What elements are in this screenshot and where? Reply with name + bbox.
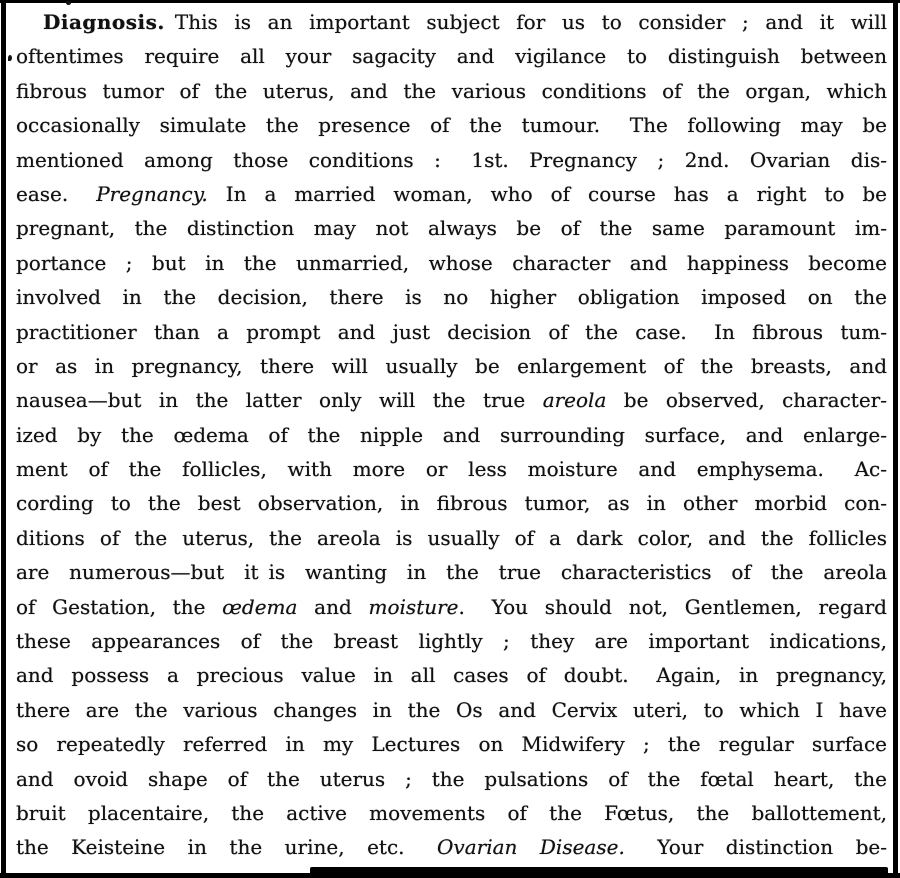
text-line xyxy=(16,177,887,211)
text-segment: Pregnancy. xyxy=(96,181,208,206)
text-line xyxy=(16,143,887,177)
text-line xyxy=(16,383,887,417)
text-segment: areola xyxy=(542,388,607,413)
text-line xyxy=(16,830,887,864)
text-segment: bruit placentaire, the active movements of the Fœtus, the ballottement, xyxy=(16,800,887,825)
text-segment: and ovoid shape of the uterus ; the pulsations of the fœtal heart, the xyxy=(16,766,887,791)
text-line xyxy=(16,211,887,245)
text-segment: and possess a precious value in all cases of doubt. Again, in pregnancy, xyxy=(16,663,887,688)
text-segment: be observed, character- xyxy=(606,388,887,413)
text-segment: are numerous—but it is wanting in the true characteristics of the areola xyxy=(16,560,887,585)
text-segment: cording to the best observation, in fibrous tumor, as in other morbid con- xyxy=(16,491,887,516)
text-segment: oftentimes require all your sagacity and vigilance to distinguish between xyxy=(16,44,887,69)
page-border-right xyxy=(893,0,898,878)
text-line xyxy=(16,280,887,314)
text-segment: ized by the œdema of the nipple and surrounding surface, and enlarge- xyxy=(16,422,887,447)
text-segment: occasionally simulate the presence of the tumour. The following may be xyxy=(16,113,887,138)
text-line xyxy=(16,452,887,486)
text-segment: mentioned among those conditions : 1st. Pregnancy ; 2nd. Ovarian dis- xyxy=(16,147,887,172)
text-segment: fibrous tumor of the uterus, and the various conditions of the organ, which xyxy=(16,78,887,103)
text-line xyxy=(16,108,887,142)
text-segment: so repeatedly referred in my Lectures on Midwifery ; the regular surface xyxy=(16,732,887,757)
text-line xyxy=(16,693,887,727)
text-segment: or as in pregnancy, there will usually be enlargement of the breasts, and xyxy=(16,353,887,378)
text-line xyxy=(16,39,887,73)
text-line xyxy=(16,74,887,108)
text-segment: of Gestation, the xyxy=(16,594,223,619)
text-segment: and xyxy=(297,594,369,619)
text-segment: practitioner than a prompt and just decision of the case. In fibrous tum- xyxy=(16,319,887,344)
text-segment: pregnant, the distinction may not always be of the same paramount im- xyxy=(16,216,887,241)
text-line xyxy=(16,727,887,761)
text-line xyxy=(16,349,887,383)
text-segment: This is an important subject for us to consider ; and it will xyxy=(164,10,887,34)
text-line xyxy=(16,762,887,796)
text-segment: there are the various changes in the Os and Cervix uteri, to which I have xyxy=(16,697,887,722)
text-line xyxy=(16,624,887,658)
text-line xyxy=(16,590,887,624)
text-segment: ease. xyxy=(16,181,97,206)
text-segment: In a married woman, who of course has a right to be xyxy=(207,181,887,206)
ink-speck xyxy=(8,55,12,61)
page-border-left xyxy=(1,0,6,878)
text-segment: œdema xyxy=(222,594,298,619)
text-segment: portance ; but in the unmarried, whose character and happiness become xyxy=(16,250,887,275)
text-line xyxy=(16,796,887,830)
text-segment: nausea—but in the latter only will the true xyxy=(16,388,543,413)
text-segment: involved in the decision, there is no higher obligation imposed on the xyxy=(16,285,887,310)
text-line xyxy=(16,5,887,39)
text-segment: ment of the follicles, with more or less moisture and emphysema. Ac- xyxy=(16,457,887,482)
page-border-top xyxy=(0,0,900,3)
text-line xyxy=(16,418,887,452)
text-segment: these appearances of the breast lightly ; they are important indications, xyxy=(16,629,887,654)
text-segment: Ovarian Disease. xyxy=(437,835,625,860)
text-line xyxy=(16,658,887,692)
page-text xyxy=(16,5,887,865)
text-segment: Diagnosis. xyxy=(43,10,165,34)
text-segment: moisture xyxy=(368,594,459,619)
text-line xyxy=(16,246,887,280)
cutoff-text-line xyxy=(310,867,888,878)
text-line xyxy=(16,315,887,349)
text-segment: . You should not, Gentlemen, regard xyxy=(458,594,887,619)
text-line xyxy=(16,521,887,555)
text-line xyxy=(16,486,887,520)
text-segment: Your distinction be- xyxy=(624,835,887,860)
text-line xyxy=(16,555,887,589)
text-segment: ditions of the uterus, the areola is usually of a dark color, and the follicles xyxy=(16,525,887,550)
text-segment: the Keisteine in the urine, etc. xyxy=(16,835,438,860)
